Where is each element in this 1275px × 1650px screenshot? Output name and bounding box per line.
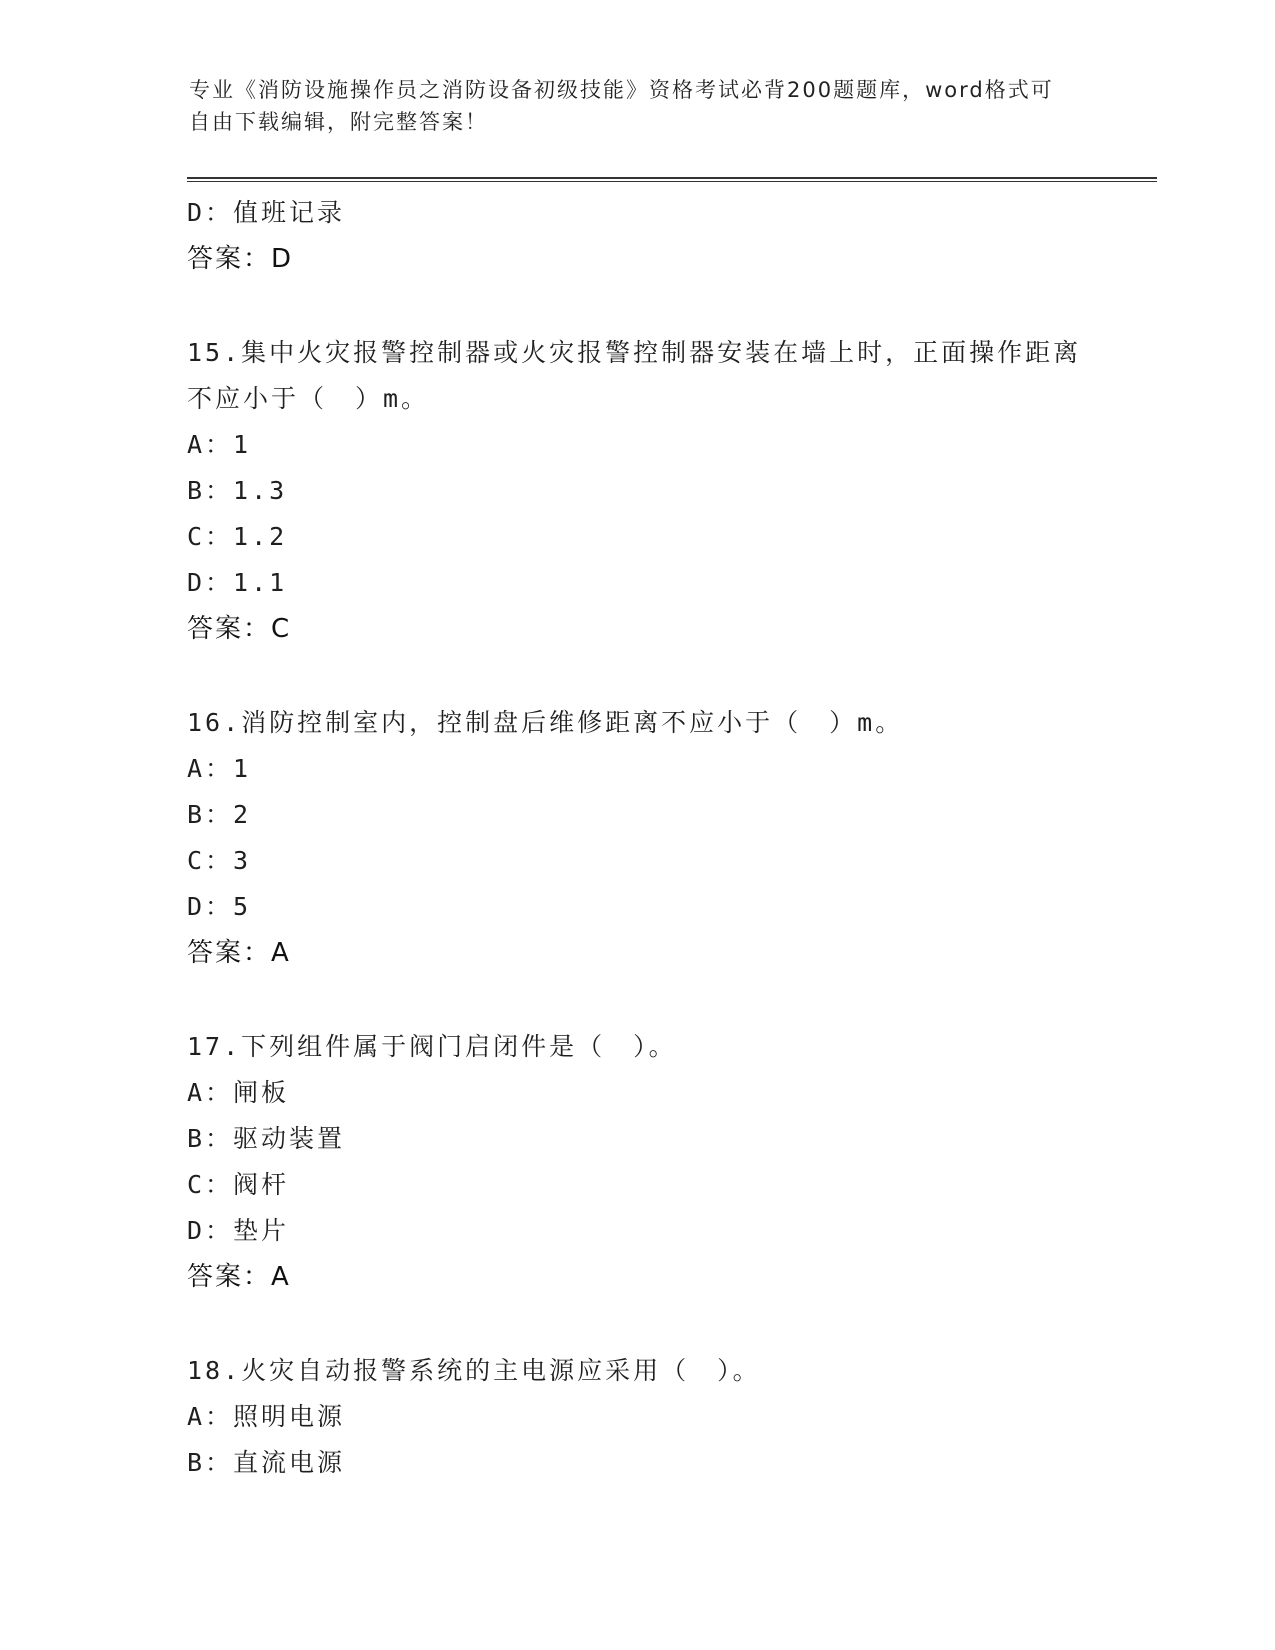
question-17 [187,1024,1087,1300]
option-c: C：3 [187,846,252,875]
option-a: A：1 [187,754,252,783]
option-c: C：1.2 [187,522,288,551]
option-b: B：直流电源 [187,1448,346,1477]
option-a: A：1 [187,430,252,459]
spacer [187,282,1087,330]
answer-line: 答案：A [187,1262,291,1292]
header-divider [187,177,1157,182]
document-header-title: 专业《消防设施操作员之消防设备初级技能》资格考试必背200题题库，word格式可自由下载编辑，附完整答案！ [189,78,1054,134]
question-text: 17.下列组件属于阀门启闭件是（ ）。 [187,1032,677,1061]
question-list [187,190,1087,1486]
option-b: B：2 [187,800,252,829]
option-a: A：闸板 [187,1078,290,1107]
option-c: C：阀杆 [187,1170,290,1199]
option-b: B：1.3 [187,476,288,505]
option-d: D：5 [187,892,252,921]
question-18 [187,1348,1087,1486]
option-d: D：垫片 [187,1216,290,1245]
spacer [187,652,1087,700]
question-text: 15.集中火灾报警控制器或火灾报警控制器安装在墙上时，正面操作距离不应小于（ ）m。 [187,338,1082,413]
question-16 [187,700,1087,976]
spacer [187,1300,1087,1348]
option-a: A：照明电源 [187,1402,346,1431]
option-d: D：1.1 [187,568,288,597]
spacer [187,976,1087,1024]
question-15 [187,330,1087,652]
question-text: 18.火灾自动报警系统的主电源应采用（ ）。 [187,1356,761,1385]
answer-line: 答案：C [187,614,292,644]
option-d: D：值班记录 [187,198,346,227]
option-b: B：驱动装置 [187,1124,346,1153]
answer-line: 答案：D [187,244,294,274]
question-text: 16.消防控制室内，控制盘后维修距离不应小于（ ）m。 [187,708,904,737]
answer-line: 答案：A [187,938,291,968]
